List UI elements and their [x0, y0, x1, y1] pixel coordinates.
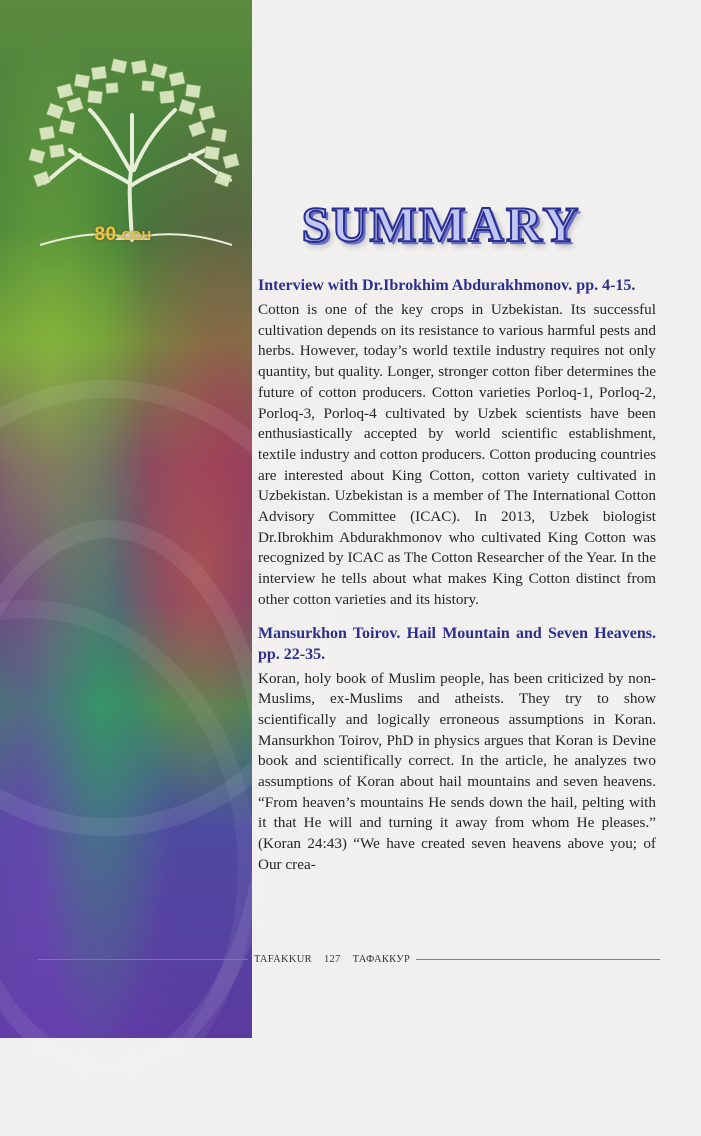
- section-body: Cotton is one of the key crops in Uzbekistan. Its successful cultivation depends on its resistance to various harmful pests and herbs. However, today’s world textile industry requires not only quantity, but quality. Longer, stronger cotton fiber determines the future of cotton producers. Cotton varieties Porloq-1, Porloq-2, Porloq-3, Porloq-4 cultivated by Uzbek scientists have been enthusiastically accepted by world scientific establishment, textile industry and cotton producers. Cotton producing countries are interested about King Cotton, cotton variety cultivated in Uzbekistan. Uzbekistan is a member of The International Cotton Advisory Committee (ICAC). In 2013, Uzbek biologist Dr.Ibrokhim Abdurakhmonov who cultivated King Cotton was recognized by ICAC as The Cotton Researcher of the Year. In the interview he tells about what makes King Cotton distinct from other cotton varieties and its history.: [258, 301, 656, 608]
- section-heading: Interview with Dr.Ibrokhim Abdurakhmonov. pp. 4-15.: [258, 277, 636, 294]
- decorative-side-band: [0, 0, 252, 1038]
- summary-section: [258, 275, 656, 611]
- badge-suffix: -СОН: [116, 228, 152, 243]
- footer-journal-cyrillic: ТАФАККУР: [352, 953, 411, 965]
- page-number: 127: [323, 953, 341, 965]
- summary-section: [258, 623, 656, 876]
- section-heading: Mansurkhon Toirov. Hail Mountain and Seven Heavens. pp. 22-35.: [258, 624, 656, 663]
- footer-journal-latin: TAFAKKUR: [254, 953, 312, 965]
- anniversary-badge: [78, 224, 168, 246]
- section-body: Koran, holy book of Muslim people, has been criticized by non-Muslims, ex-Muslims and atheists. They try to show scientifically and logically erroneous assumptions in Koran. Mansurkhon Toirov, PhD in physics argues that Koran is Devine book and scientifically correct. In the article, he analyzes two assumptions of Koran about hail mountains and seven heavens. “From heaven’s mountains He sends down the hail, pelting with it that He will and turning it away from whom He pleases.” (Koran 24:43) “We have created seven heavens above you; of Our crea-: [258, 669, 656, 873]
- summary-content: [258, 275, 656, 888]
- badge-number: 80: [94, 224, 117, 245]
- footer-rule: [38, 959, 248, 960]
- page-title: SUMMARY: [301, 196, 581, 252]
- page-footer: [38, 951, 660, 967]
- footer-rule: [416, 959, 660, 960]
